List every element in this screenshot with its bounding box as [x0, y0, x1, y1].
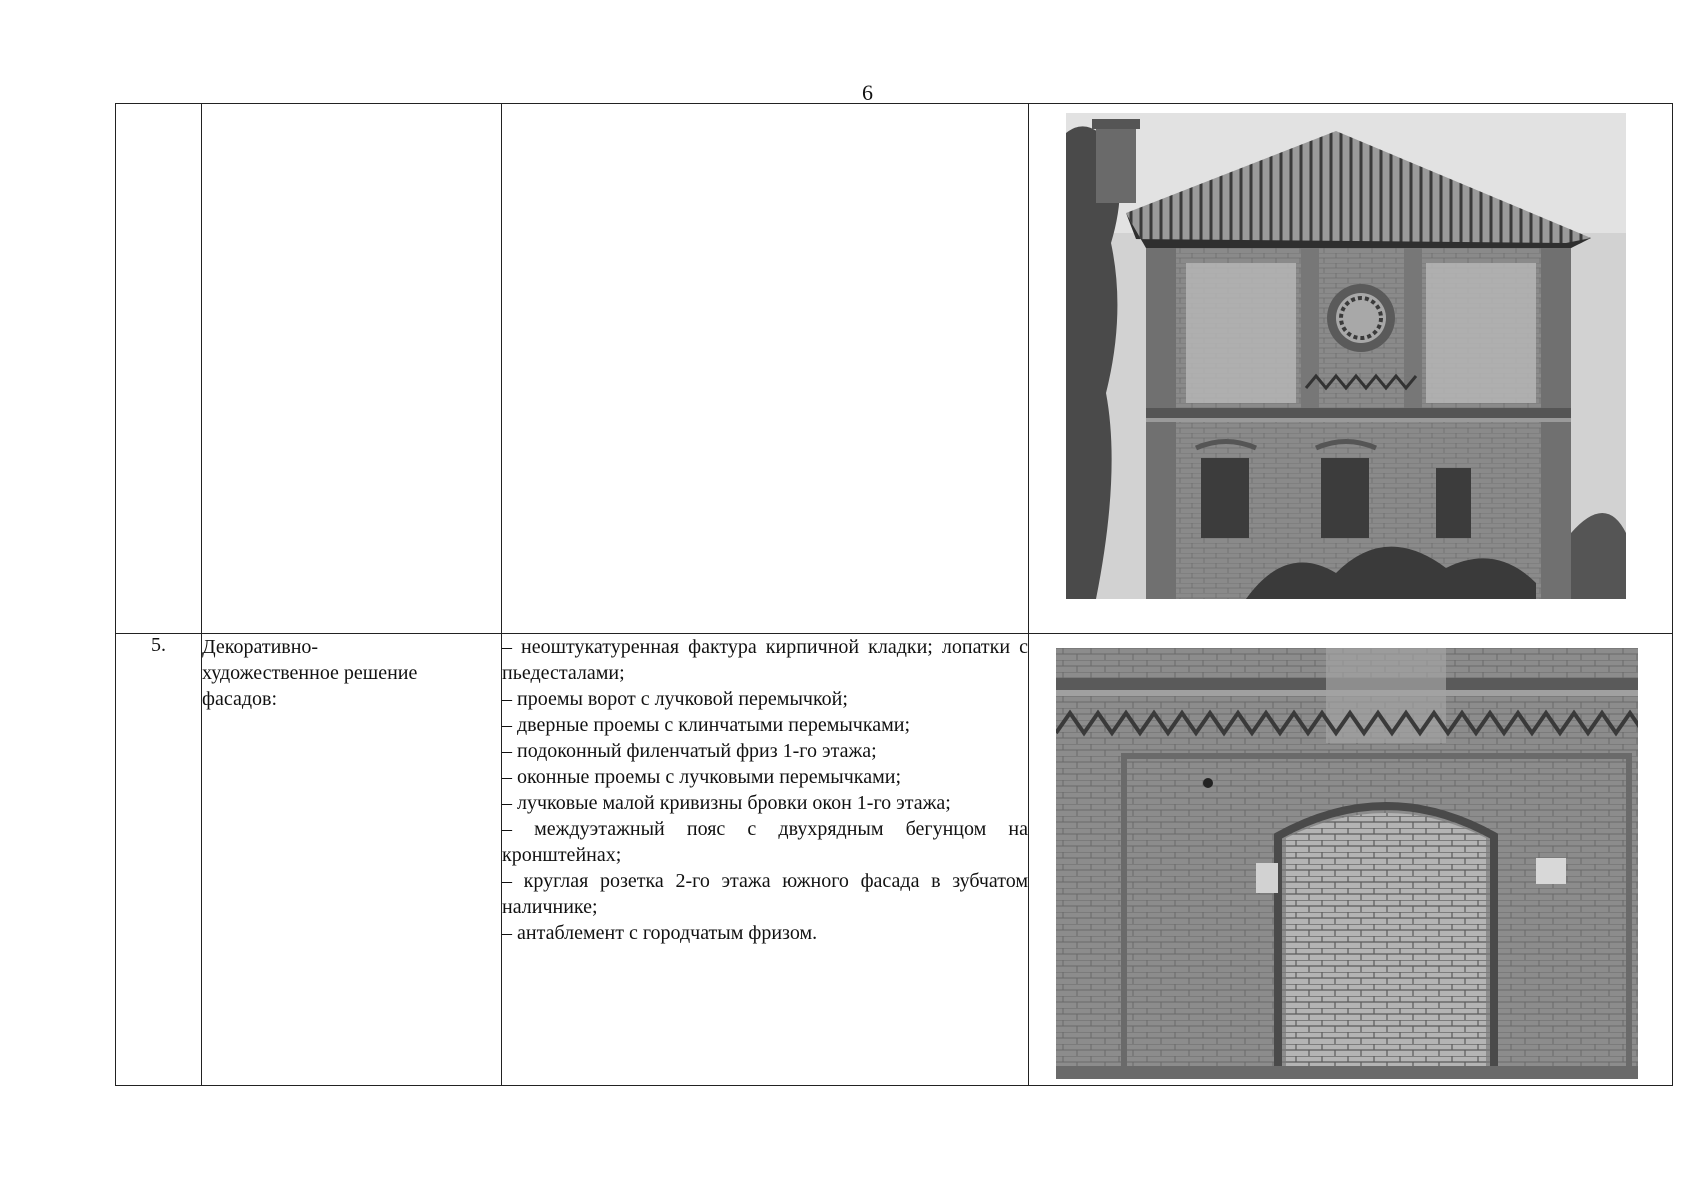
row-number-cell: 5.: [116, 634, 202, 1086]
row-photo-cell: [1029, 104, 1673, 634]
heritage-features-table: [115, 103, 1673, 1086]
table-row: [116, 104, 1673, 634]
table-row: [116, 634, 1673, 1086]
bricked-gate-photo: [1056, 648, 1638, 1079]
feature-item: – антаблемент с городчатым фризом.: [502, 922, 818, 944]
feature-item: – подоконный филенчатый фриз 1-го этажа;: [502, 740, 877, 762]
row-features-cell: [502, 634, 1029, 1086]
feature-item: – проемы ворот с лучковой перемычкой;: [502, 688, 848, 710]
row-features-cell: [502, 104, 1029, 634]
row-title-cell: [202, 634, 502, 1086]
row-title-line: Декоративно-: [202, 636, 319, 658]
row-photo-cell: [1029, 634, 1673, 1086]
feature-item: – круглая розетка 2-го этажа южного фасада в зубчатом наличнике;: [502, 870, 1028, 918]
feature-item: – неоштукатуренная фактура кирпичной кладки; лопатки с пьедесталами;: [502, 636, 1028, 684]
feature-item: – лучковые малой кривизны бровки окон 1-го этажа;: [502, 792, 951, 814]
row-title-cell: [202, 104, 502, 634]
house-facade-photo: [1066, 113, 1626, 599]
row-title-line: фасадов:: [202, 688, 278, 710]
feature-item: – оконные проемы с лучковыми перемычками;: [502, 766, 902, 788]
feature-item: – дверные проемы с клинчатыми перемычками;: [502, 714, 911, 736]
row-title-line: художественное решение: [202, 662, 418, 684]
page-number: 6: [862, 80, 873, 105]
feature-item: – междуэтажный пояс с двухрядным бегунцом на кронштейнах;: [502, 818, 1028, 866]
row-number-cell: [116, 104, 202, 634]
